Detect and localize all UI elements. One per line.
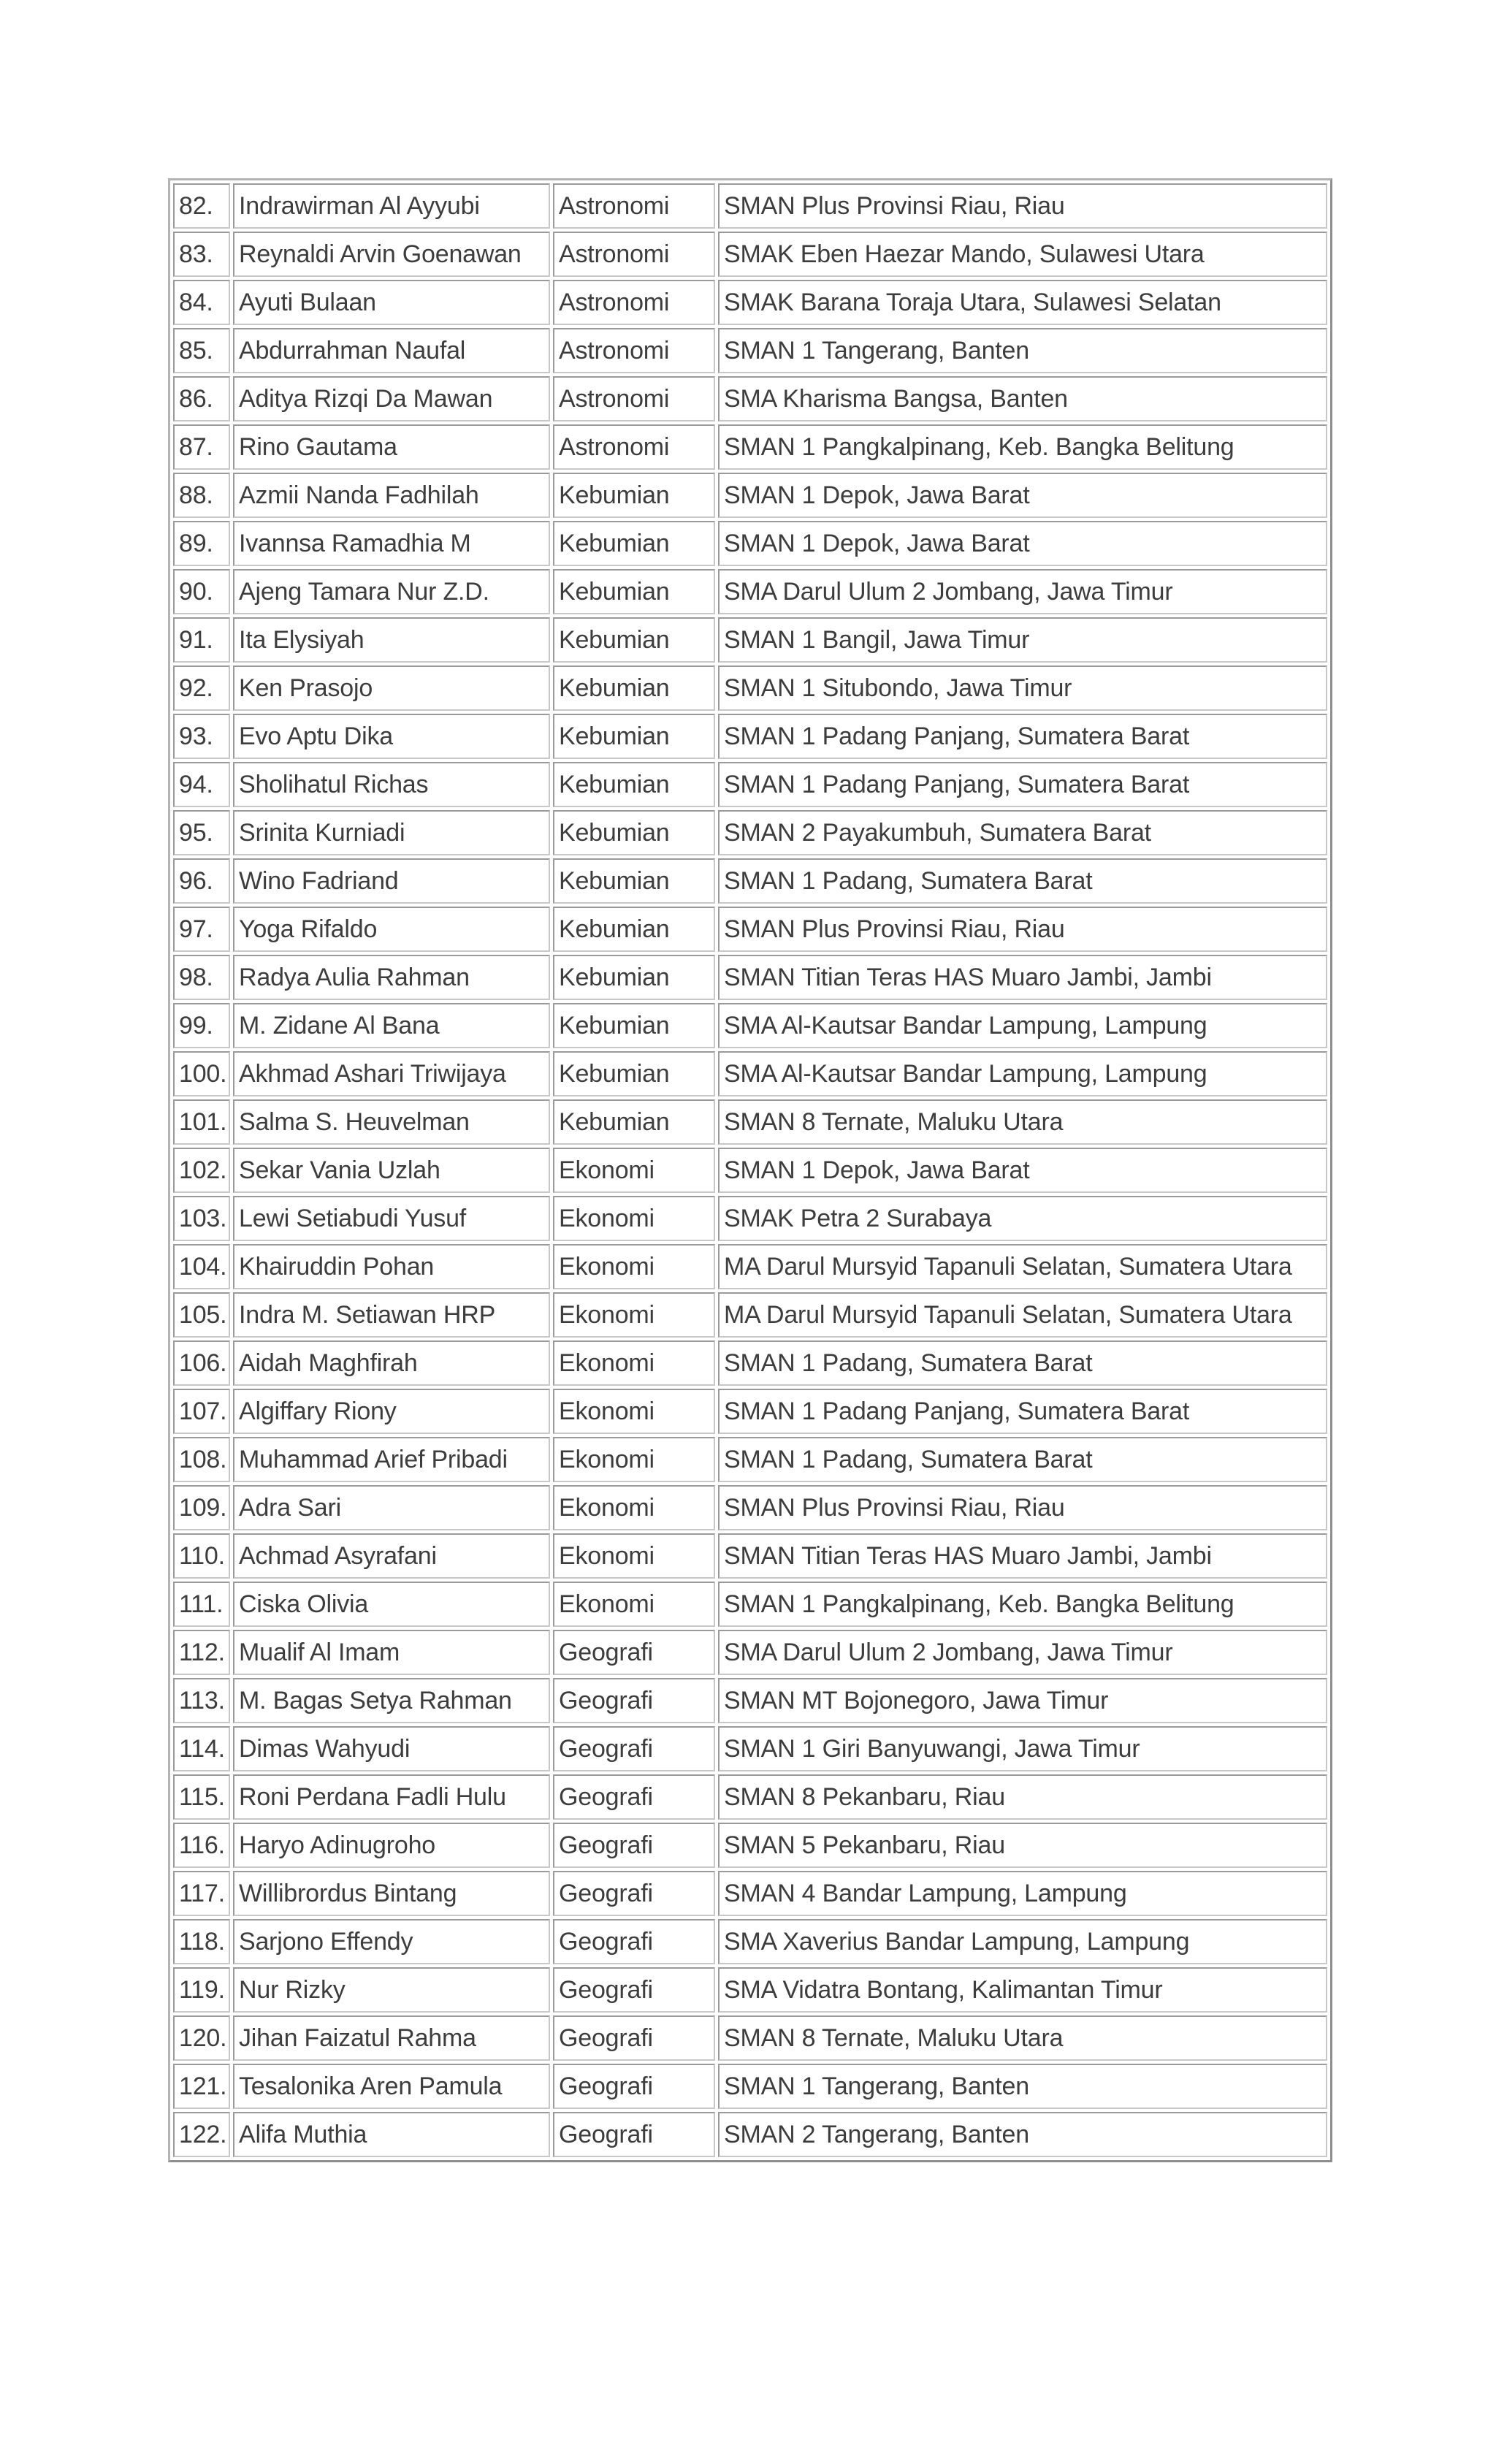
row-number-cell: 103. [173, 1196, 230, 1241]
row-number-cell: 94. [173, 762, 230, 807]
row-number-cell: 117. [173, 1871, 230, 1916]
school-cell: SMAN 1 Padang, Sumatera Barat [718, 858, 1327, 904]
participant-name-cell: Nur Rizky [233, 1967, 550, 2013]
table-row [173, 1340, 1327, 1386]
row-number-cell: 122. [173, 2112, 230, 2157]
school-cell: SMAN 8 Ternate, Maluku Utara [718, 1099, 1327, 1145]
row-number-cell: 95. [173, 810, 230, 855]
participant-name-cell: Lewi Setiabudi Yusuf [233, 1196, 550, 1241]
participant-name-cell: Salma S. Heuvelman [233, 1099, 550, 1145]
table-row [173, 665, 1327, 711]
subject-field-cell: Ekonomi [553, 1244, 715, 1289]
row-number-cell: 85. [173, 328, 230, 373]
subject-field-cell: Geografi [553, 1726, 715, 1771]
school-cell: SMAN Plus Provinsi Riau, Riau [718, 183, 1327, 229]
participant-name-cell: Tesalonika Aren Pamula [233, 2064, 550, 2109]
subject-field-cell: Astronomi [553, 376, 715, 422]
table-row [173, 569, 1327, 614]
subject-field-cell: Geografi [553, 2015, 715, 2061]
subject-field-cell: Astronomi [553, 183, 715, 229]
row-number-cell: 98. [173, 955, 230, 1000]
participant-name-cell: Yoga Rifaldo [233, 907, 550, 952]
subject-field-cell: Kebumian [553, 569, 715, 614]
subject-field-cell: Ekonomi [553, 1582, 715, 1627]
participant-name-cell: Achmad Asyrafani [233, 1533, 550, 1579]
table-row [173, 1244, 1327, 1289]
row-number-cell: 93. [173, 714, 230, 759]
participant-name-cell: Wino Fadriand [233, 858, 550, 904]
participant-name-cell: Ayuti Bulaan [233, 280, 550, 325]
row-number-cell: 120. [173, 2015, 230, 2061]
school-cell: SMAN Titian Teras HAS Muaro Jambi, Jambi [718, 1533, 1327, 1579]
subject-field-cell: Geografi [553, 1774, 715, 1820]
school-cell: SMAN 1 Padang Panjang, Sumatera Barat [718, 762, 1327, 807]
subject-field-cell: Kebumian [553, 1099, 715, 1145]
table-row [173, 1148, 1327, 1193]
subject-field-cell: Geografi [553, 1967, 715, 2013]
subject-field-cell: Kebumian [553, 762, 715, 807]
table-row [173, 521, 1327, 566]
row-number-cell: 121. [173, 2064, 230, 2109]
table-row [173, 617, 1327, 663]
school-cell: SMAK Barana Toraja Utara, Sulawesi Selatan [718, 280, 1327, 325]
subject-field-cell: Astronomi [553, 424, 715, 470]
table-row [173, 1678, 1327, 1723]
school-cell: SMA Vidatra Bontang, Kalimantan Timur [718, 1967, 1327, 2013]
row-number-cell: 118. [173, 1919, 230, 1964]
row-number-cell: 114. [173, 1726, 230, 1771]
participant-name-cell: Ita Elysiyah [233, 617, 550, 663]
participant-name-cell: Aditya Rizqi Da Mawan [233, 376, 550, 422]
row-number-cell: 104. [173, 1244, 230, 1289]
participant-name-cell: Algiffary Riony [233, 1389, 550, 1434]
school-cell: SMA Al-Kautsar Bandar Lampung, Lampung [718, 1003, 1327, 1048]
subject-field-cell: Geografi [553, 1678, 715, 1723]
participants-table [168, 178, 1332, 2162]
school-cell: SMAN 1 Bangil, Jawa Timur [718, 617, 1327, 663]
row-number-cell: 89. [173, 521, 230, 566]
row-number-cell: 100. [173, 1051, 230, 1096]
row-number-cell: 86. [173, 376, 230, 422]
table-row [173, 183, 1327, 229]
row-number-cell: 113. [173, 1678, 230, 1723]
participant-name-cell: Indrawirman Al Ayyubi [233, 183, 550, 229]
table-row [173, 1437, 1327, 1482]
row-number-cell: 82. [173, 183, 230, 229]
participant-name-cell: Reynaldi Arvin Goenawan [233, 232, 550, 277]
subject-field-cell: Geografi [553, 2112, 715, 2157]
school-cell: SMAN 1 Depok, Jawa Barat [718, 521, 1327, 566]
school-cell: SMAN 1 Situbondo, Jawa Timur [718, 665, 1327, 711]
row-number-cell: 91. [173, 617, 230, 663]
school-cell: SMAN 5 Pekanbaru, Riau [718, 1823, 1327, 1868]
row-number-cell: 106. [173, 1340, 230, 1386]
participant-name-cell: M. Bagas Setya Rahman [233, 1678, 550, 1723]
table-body [173, 183, 1327, 2157]
row-number-cell: 83. [173, 232, 230, 277]
participant-name-cell: Alifa Muthia [233, 2112, 550, 2157]
subject-field-cell: Kebumian [553, 955, 715, 1000]
row-number-cell: 119. [173, 1967, 230, 2013]
subject-field-cell: Astronomi [553, 280, 715, 325]
school-cell: SMAN 1 Pangkalpinang, Keb. Bangka Belitung [718, 1582, 1327, 1627]
school-cell: SMA Kharisma Bangsa, Banten [718, 376, 1327, 422]
school-cell: MA Darul Mursyid Tapanuli Selatan, Sumatera Utara [718, 1244, 1327, 1289]
row-number-cell: 87. [173, 424, 230, 470]
subject-field-cell: Geografi [553, 2064, 715, 2109]
table-row [173, 810, 1327, 855]
row-number-cell: 116. [173, 1823, 230, 1868]
participant-name-cell: Srinita Kurniadi [233, 810, 550, 855]
table-row [173, 2112, 1327, 2157]
table-row [173, 1967, 1327, 2013]
table-row [173, 1389, 1327, 1434]
participant-name-cell: Indra M. Setiawan HRP [233, 1292, 550, 1338]
table-row [173, 858, 1327, 904]
school-cell: SMA Xaverius Bandar Lampung, Lampung [718, 1919, 1327, 1964]
subject-field-cell: Astronomi [553, 328, 715, 373]
school-cell: SMAN 1 Giri Banyuwangi, Jawa Timur [718, 1726, 1327, 1771]
participant-name-cell: Dimas Wahyudi [233, 1726, 550, 1771]
school-cell: SMAN 4 Bandar Lampung, Lampung [718, 1871, 1327, 1916]
table-row [173, 1630, 1327, 1675]
table-row [173, 2064, 1327, 2109]
school-cell: SMAN 1 Tangerang, Banten [718, 328, 1327, 373]
school-cell: SMAN Plus Provinsi Riau, Riau [718, 907, 1327, 952]
participant-name-cell: Radya Aulia Rahman [233, 955, 550, 1000]
subject-field-cell: Kebumian [553, 1003, 715, 1048]
participant-name-cell: Evo Aptu Dika [233, 714, 550, 759]
participant-name-cell: Abdurrahman Naufal [233, 328, 550, 373]
participant-name-cell: Roni Perdana Fadli Hulu [233, 1774, 550, 1820]
table-row [173, 232, 1327, 277]
school-cell: SMAN 1 Padang Panjang, Sumatera Barat [718, 1389, 1327, 1434]
table-row [173, 280, 1327, 325]
participant-name-cell: Akhmad Ashari Triwijaya [233, 1051, 550, 1096]
row-number-cell: 96. [173, 858, 230, 904]
school-cell: SMAN 1 Tangerang, Banten [718, 2064, 1327, 2109]
row-number-cell: 102. [173, 1148, 230, 1193]
subject-field-cell: Geografi [553, 1823, 715, 1868]
subject-field-cell: Ekonomi [553, 1389, 715, 1434]
row-number-cell: 110. [173, 1533, 230, 1579]
subject-field-cell: Kebumian [553, 1051, 715, 1096]
school-cell: MA Darul Mursyid Tapanuli Selatan, Sumatera Utara [718, 1292, 1327, 1338]
participant-name-cell: Ivannsa Ramadhia M [233, 521, 550, 566]
table-row [173, 1582, 1327, 1627]
row-number-cell: 90. [173, 569, 230, 614]
participant-name-cell: Azmii Nanda Fadhilah [233, 473, 550, 518]
table-row [173, 1774, 1327, 1820]
subject-field-cell: Kebumian [553, 714, 715, 759]
participant-name-cell: Ajeng Tamara Nur Z.D. [233, 569, 550, 614]
subject-field-cell: Kebumian [553, 858, 715, 904]
table-row [173, 955, 1327, 1000]
school-cell: SMAN MT Bojonegoro, Jawa Timur [718, 1678, 1327, 1723]
participant-name-cell: M. Zidane Al Bana [233, 1003, 550, 1048]
table-row [173, 328, 1327, 373]
subject-field-cell: Geografi [553, 1630, 715, 1675]
row-number-cell: 109. [173, 1485, 230, 1530]
table-row [173, 2015, 1327, 2061]
participant-name-cell: Jihan Faizatul Rahma [233, 2015, 550, 2061]
table-row [173, 714, 1327, 759]
participant-name-cell: Willibrordus Bintang [233, 1871, 550, 1916]
participant-name-cell: Sarjono Effendy [233, 1919, 550, 1964]
school-cell: SMA Darul Ulum 2 Jombang, Jawa Timur [718, 569, 1327, 614]
table-row [173, 1871, 1327, 1916]
row-number-cell: 92. [173, 665, 230, 711]
table-row [173, 1823, 1327, 1868]
subject-field-cell: Kebumian [553, 521, 715, 566]
participant-name-cell: Khairuddin Pohan [233, 1244, 550, 1289]
participant-name-cell: Haryo Adinugroho [233, 1823, 550, 1868]
row-number-cell: 97. [173, 907, 230, 952]
subject-field-cell: Kebumian [553, 907, 715, 952]
subject-field-cell: Ekonomi [553, 1340, 715, 1386]
table-row [173, 1099, 1327, 1145]
subject-field-cell: Ekonomi [553, 1148, 715, 1193]
table-row [173, 1292, 1327, 1338]
table-row [173, 376, 1327, 422]
school-cell: SMAN 1 Padang, Sumatera Barat [718, 1340, 1327, 1386]
school-cell: SMAN Titian Teras HAS Muaro Jambi, Jambi [718, 955, 1327, 1000]
table-row [173, 1051, 1327, 1096]
row-number-cell: 115. [173, 1774, 230, 1820]
table-row [173, 1485, 1327, 1530]
table-row [173, 1726, 1327, 1771]
table-row [173, 424, 1327, 470]
row-number-cell: 84. [173, 280, 230, 325]
table-row [173, 1533, 1327, 1579]
school-cell: SMAN 1 Padang Panjang, Sumatera Barat [718, 714, 1327, 759]
subject-field-cell: Kebumian [553, 473, 715, 518]
row-number-cell: 105. [173, 1292, 230, 1338]
participant-name-cell: Rino Gautama [233, 424, 550, 470]
table-row [173, 1003, 1327, 1048]
subject-field-cell: Ekonomi [553, 1292, 715, 1338]
subject-field-cell: Ekonomi [553, 1196, 715, 1241]
subject-field-cell: Ekonomi [553, 1533, 715, 1579]
subject-field-cell: Kebumian [553, 810, 715, 855]
row-number-cell: 112. [173, 1630, 230, 1675]
table-row [173, 1919, 1327, 1964]
school-cell: SMAN 1 Depok, Jawa Barat [718, 1148, 1327, 1193]
subject-field-cell: Kebumian [553, 617, 715, 663]
subject-field-cell: Astronomi [553, 232, 715, 277]
row-number-cell: 101. [173, 1099, 230, 1145]
table-row [173, 907, 1327, 952]
school-cell: SMAN 1 Pangkalpinang, Keb. Bangka Belitung [718, 424, 1327, 470]
school-cell: SMAN 2 Payakumbuh, Sumatera Barat [718, 810, 1327, 855]
row-number-cell: 99. [173, 1003, 230, 1048]
table-row [173, 473, 1327, 518]
subject-field-cell: Geografi [553, 1871, 715, 1916]
participant-name-cell: Ciska Olivia [233, 1582, 550, 1627]
school-cell: SMAK Petra 2 Surabaya [718, 1196, 1327, 1241]
participant-name-cell: Sekar Vania Uzlah [233, 1148, 550, 1193]
school-cell: SMAN 2 Tangerang, Banten [718, 2112, 1327, 2157]
subject-field-cell: Ekonomi [553, 1485, 715, 1530]
school-cell: SMA Darul Ulum 2 Jombang, Jawa Timur [718, 1630, 1327, 1675]
participant-name-cell: Sholihatul Richas [233, 762, 550, 807]
row-number-cell: 88. [173, 473, 230, 518]
row-number-cell: 107. [173, 1389, 230, 1434]
table-row [173, 1196, 1327, 1241]
school-cell: SMAN 8 Ternate, Maluku Utara [718, 2015, 1327, 2061]
participants-table-grid [170, 180, 1330, 2160]
school-cell: SMAN Plus Provinsi Riau, Riau [718, 1485, 1327, 1530]
participant-name-cell: Adra Sari [233, 1485, 550, 1530]
school-cell: SMAN 1 Depok, Jawa Barat [718, 473, 1327, 518]
subject-field-cell: Geografi [553, 1919, 715, 1964]
row-number-cell: 111. [173, 1582, 230, 1627]
school-cell: SMAN 1 Padang, Sumatera Barat [718, 1437, 1327, 1482]
row-number-cell: 108. [173, 1437, 230, 1482]
participant-name-cell: Ken Prasojo [233, 665, 550, 711]
participant-name-cell: Muhammad Arief Pribadi [233, 1437, 550, 1482]
school-cell: SMAN 8 Pekanbaru, Riau [718, 1774, 1327, 1820]
school-cell: SMAK Eben Haezar Mando, Sulawesi Utara [718, 232, 1327, 277]
subject-field-cell: Ekonomi [553, 1437, 715, 1482]
school-cell: SMA Al-Kautsar Bandar Lampung, Lampung [718, 1051, 1327, 1096]
participant-name-cell: Mualif Al Imam [233, 1630, 550, 1675]
participant-name-cell: Aidah Maghfirah [233, 1340, 550, 1386]
table-row [173, 762, 1327, 807]
subject-field-cell: Kebumian [553, 665, 715, 711]
